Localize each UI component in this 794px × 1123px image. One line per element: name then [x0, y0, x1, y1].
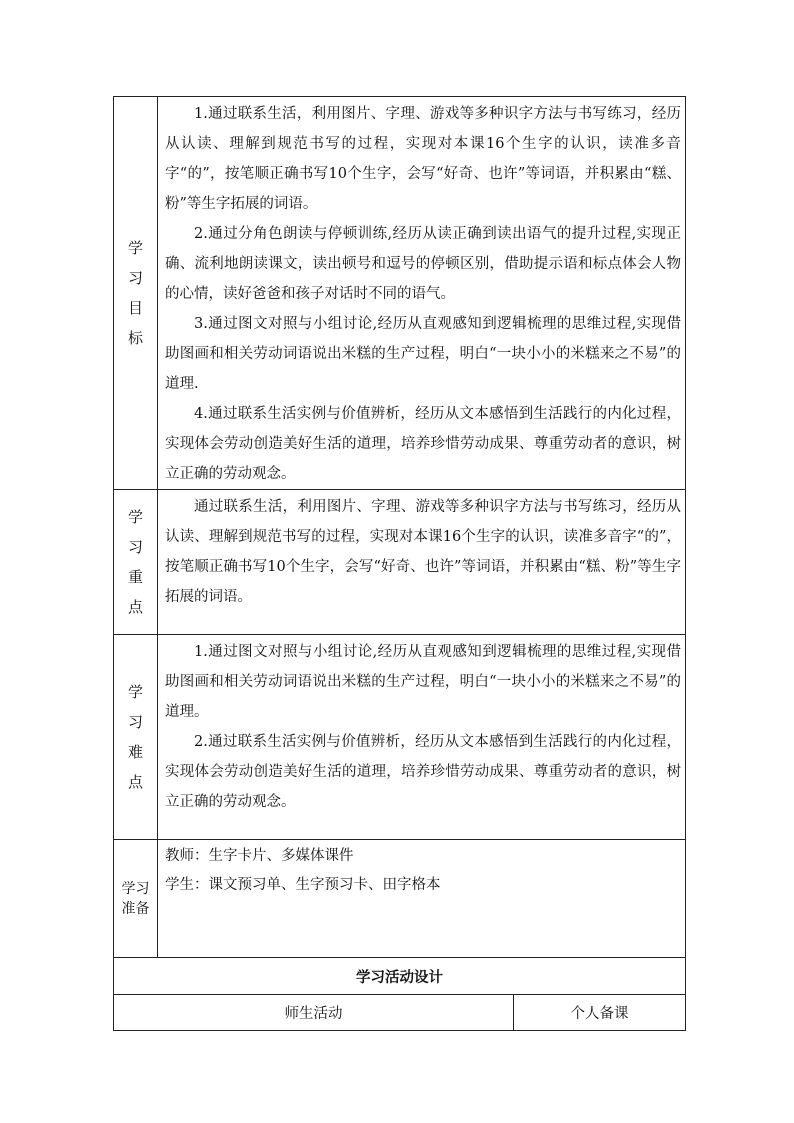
preparation-content — [158, 840, 686, 958]
objectives-content — [158, 97, 686, 490]
key-points-label: 学 习 重 点 — [114, 490, 158, 635]
teacher-materials: 教师：生字卡片、多媒体课件 — [165, 848, 354, 864]
key-points-text: 通过联系生活，利用图片、字理、游戏等多种识字方法与书写练习，经历从认读、理解到规范书写的过程，实现对本课16个生字的认识，读准多音字“的”，按笔顺正确书写10个生字，会写“好奇、也许”等词语，并积累由“糕、粉”等生字拓展的词语。 — [165, 499, 681, 605]
objective-item: 4.通过联系生活实例与价值辨析，经历从文本感悟到生活践行的内化过程，实现体会劳动创造美好生活的道理，培养珍惜劳动成果、尊重劳动者的意识，树立正确的劳动观念。 — [165, 406, 681, 482]
activity-design-heading: 学习活动设计 — [114, 958, 686, 995]
objectives-label: 学 习 目 标 — [114, 97, 158, 490]
difficulties-row — [114, 635, 686, 840]
key-points-content — [158, 490, 686, 635]
objective-item: 3.通过图文对照与小组讨论,经历从直观感知到逻辑梳理的思维过程,实现借助图画和相关劳动词语说出米糕的生产过程，明白“一块小小的米糕来之不易”的道理. — [165, 316, 681, 392]
key-points-row — [114, 490, 686, 635]
objective-item: 2.通过分角色朗读与停顿训练,经历从读正确到读出语气的提升过程,实现正确、流利地朗读课文，读出顿号和逗号的停顿区别，借助提示语和标点体会人物的心情，读好爸爸和孩子对话时不同的语气。 — [165, 226, 681, 302]
teacher-student-activity-header: 师生活动 — [114, 995, 514, 1031]
difficulties-content — [158, 635, 686, 840]
objective-item: 1.通过联系生活，利用图片、字理、游戏等多种识字方法与书写练习，经历从认读、理解到规范书写的过程，实现对本课16个生字的认识，读准多音字“的”，按笔顺正确书写10个生字，会写“好奇、也许”等词语，并积累由“糕、粉”等生字拓展的词语。 — [165, 106, 681, 212]
activity-design-row — [114, 958, 686, 995]
preparation-label: 学习 准备 — [114, 840, 158, 958]
preparation-row — [114, 840, 686, 958]
difficulties-label: 学 习 难 点 — [114, 635, 158, 840]
objectives-row — [114, 97, 686, 490]
difficulty-item: 1.通过图文对照与小组讨论,经历从直观感知到逻辑梳理的思维过程,实现借助图画和相关劳动词语说出米糕的生产过程，明白“一块小小的米糕来之不易”的道理。 — [165, 644, 681, 720]
personal-prep-header: 个人备课 — [514, 995, 686, 1031]
activity-columns-row — [114, 995, 686, 1031]
lesson-plan-table — [113, 96, 686, 1031]
difficulty-item: 2.通过联系生活实例与价值辨析，经历从文本感悟到生活践行的内化过程，实现体会劳动创造美好生活的道理，培养珍惜劳动成果、尊重劳动者的意识，树立正确的劳动观念。 — [165, 734, 681, 810]
student-materials: 学生：课文预习单、生字预习卡、田字格本 — [165, 877, 441, 893]
